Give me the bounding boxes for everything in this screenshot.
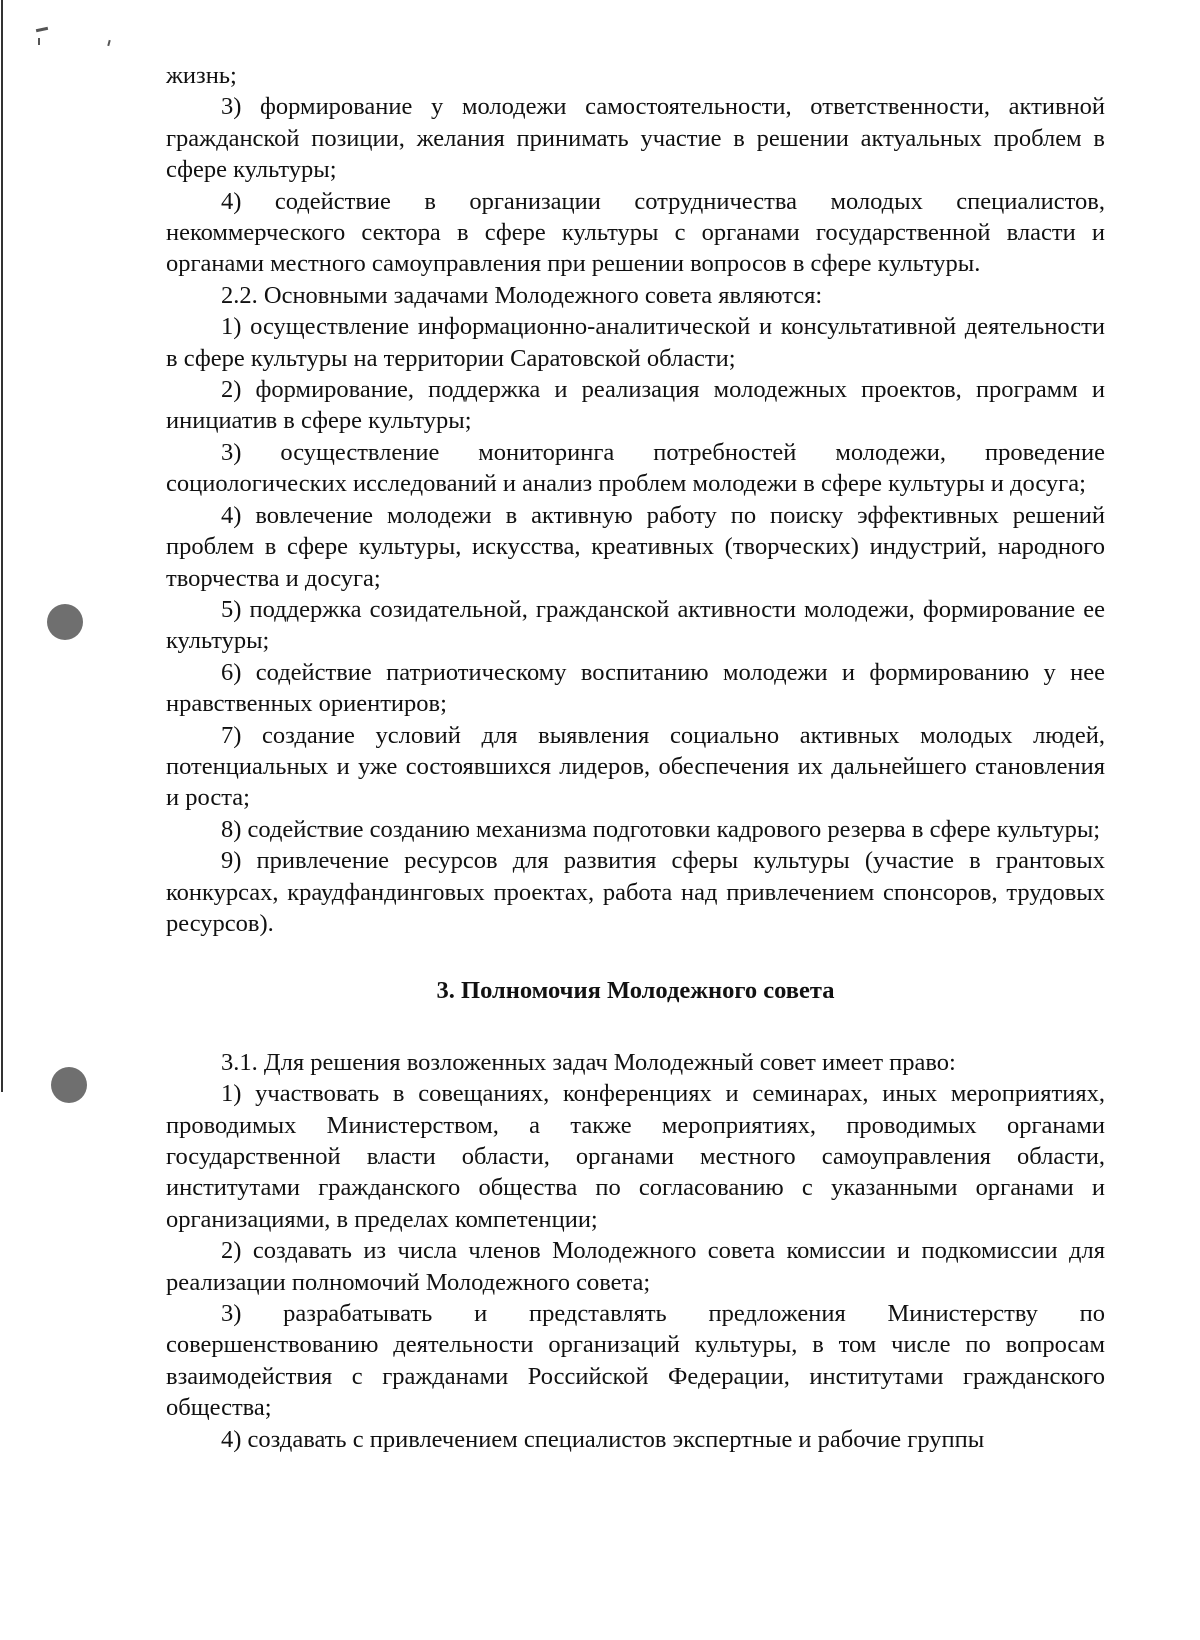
paragraph: 8) содействие созданию механизма подготовки кадрового резерва в сфере культуры; xyxy=(221,815,1101,843)
paragraph: жизнь; xyxy=(166,62,237,89)
paragraph: 3.1. Для решения возложенных задач Молодежный совет имеет право: xyxy=(221,1048,956,1076)
paragraph: 1) участвовать в совещаниях, конференциях и семинарах, иных мероприятиях, проводимых Министерством, а также мероприятиях, проводимых органами государственной власти области, органами местного самоуправления области, институтами гражданского общества по согласованию с указанными органами и организациями, в пределах компетенции; xyxy=(166,1080,1105,1233)
section-heading: 3. Полномочия Молодежного совета xyxy=(436,977,835,1005)
scan-speck xyxy=(36,27,48,32)
scan-edge-line xyxy=(1,0,3,1092)
document-body xyxy=(166,60,1105,1455)
scan-speck xyxy=(38,38,40,45)
paragraph: 6) содействие патриотическому воспитанию молодежи и формированию у нее нравственных ориентиров; xyxy=(166,658,1105,718)
paragraph: 4) создавать с привлечением специалистов экспертные и рабочие группы xyxy=(221,1425,985,1453)
paragraph: 3) формирование у молодежи самостоятельности, ответственности, активной гражданской позиции, желания принимать участие в решении актуальных проблем в сфере культуры; xyxy=(166,93,1105,184)
paragraph: 7) создание условий для выявления социально активных молодых людей, потенциальных и уже состоявшихся лидеров, обеспечения их дальнейшего становления и роста; xyxy=(166,721,1105,812)
paragraph: 4) содействие в организации сотрудничества молодых специалистов, некоммерческого сектора в сфере культуры с органами государственной власти и органами местного самоуправления при решении вопросов в сфере культуры. xyxy=(166,187,1105,278)
hole-punch-mark xyxy=(51,1067,87,1103)
paragraph: 3) осуществление мониторинга потребностей молодежи, проведение социологических исследований и анализ проблем молодежи в сфере культуры и досуга; xyxy=(166,438,1105,498)
paragraph: 2.2. Основными задачами Молодежного совета являются: xyxy=(221,281,823,309)
paragraph: 4) вовлечение молодежи в активную работу по поиску эффективных решений проблем в сфере культуры, искусства, креативных (творческих) индустрий, народного творчества и досуга; xyxy=(166,501,1105,592)
paragraph: 2) формирование, поддержка и реализация молодежных проектов, программ и инициатив в сфере культуры; xyxy=(166,376,1105,435)
hole-punch-mark xyxy=(47,604,83,640)
paragraph: 1) осуществление информационно-аналитической и консультативной деятельности в сфере культуры на территории Саратовской области; xyxy=(166,313,1105,372)
scan-speck xyxy=(107,40,110,46)
paragraph: 9) привлечение ресурсов для развития сферы культуры (участие в грантовых конкурсах, краудфандинговых проектах, работа над привлечением спонсоров, трудовых ресурсов). xyxy=(166,847,1105,937)
paragraph: 3) разрабатывать и представлять предложения Министерству по совершенствованию деятельности организаций культуры, в том числе по вопросам взаимодействия с гражданами Российской Федерации, институтами гражданского общества; xyxy=(166,1300,1105,1422)
paragraph: 2) создавать из числа членов Молодежного совета комиссии и подкомиссии для реализации полномочий Молодежного совета; xyxy=(166,1237,1105,1296)
paragraph: 5) поддержка созидательной, гражданской активности молодежи, формирование ее культуры; xyxy=(166,595,1105,655)
